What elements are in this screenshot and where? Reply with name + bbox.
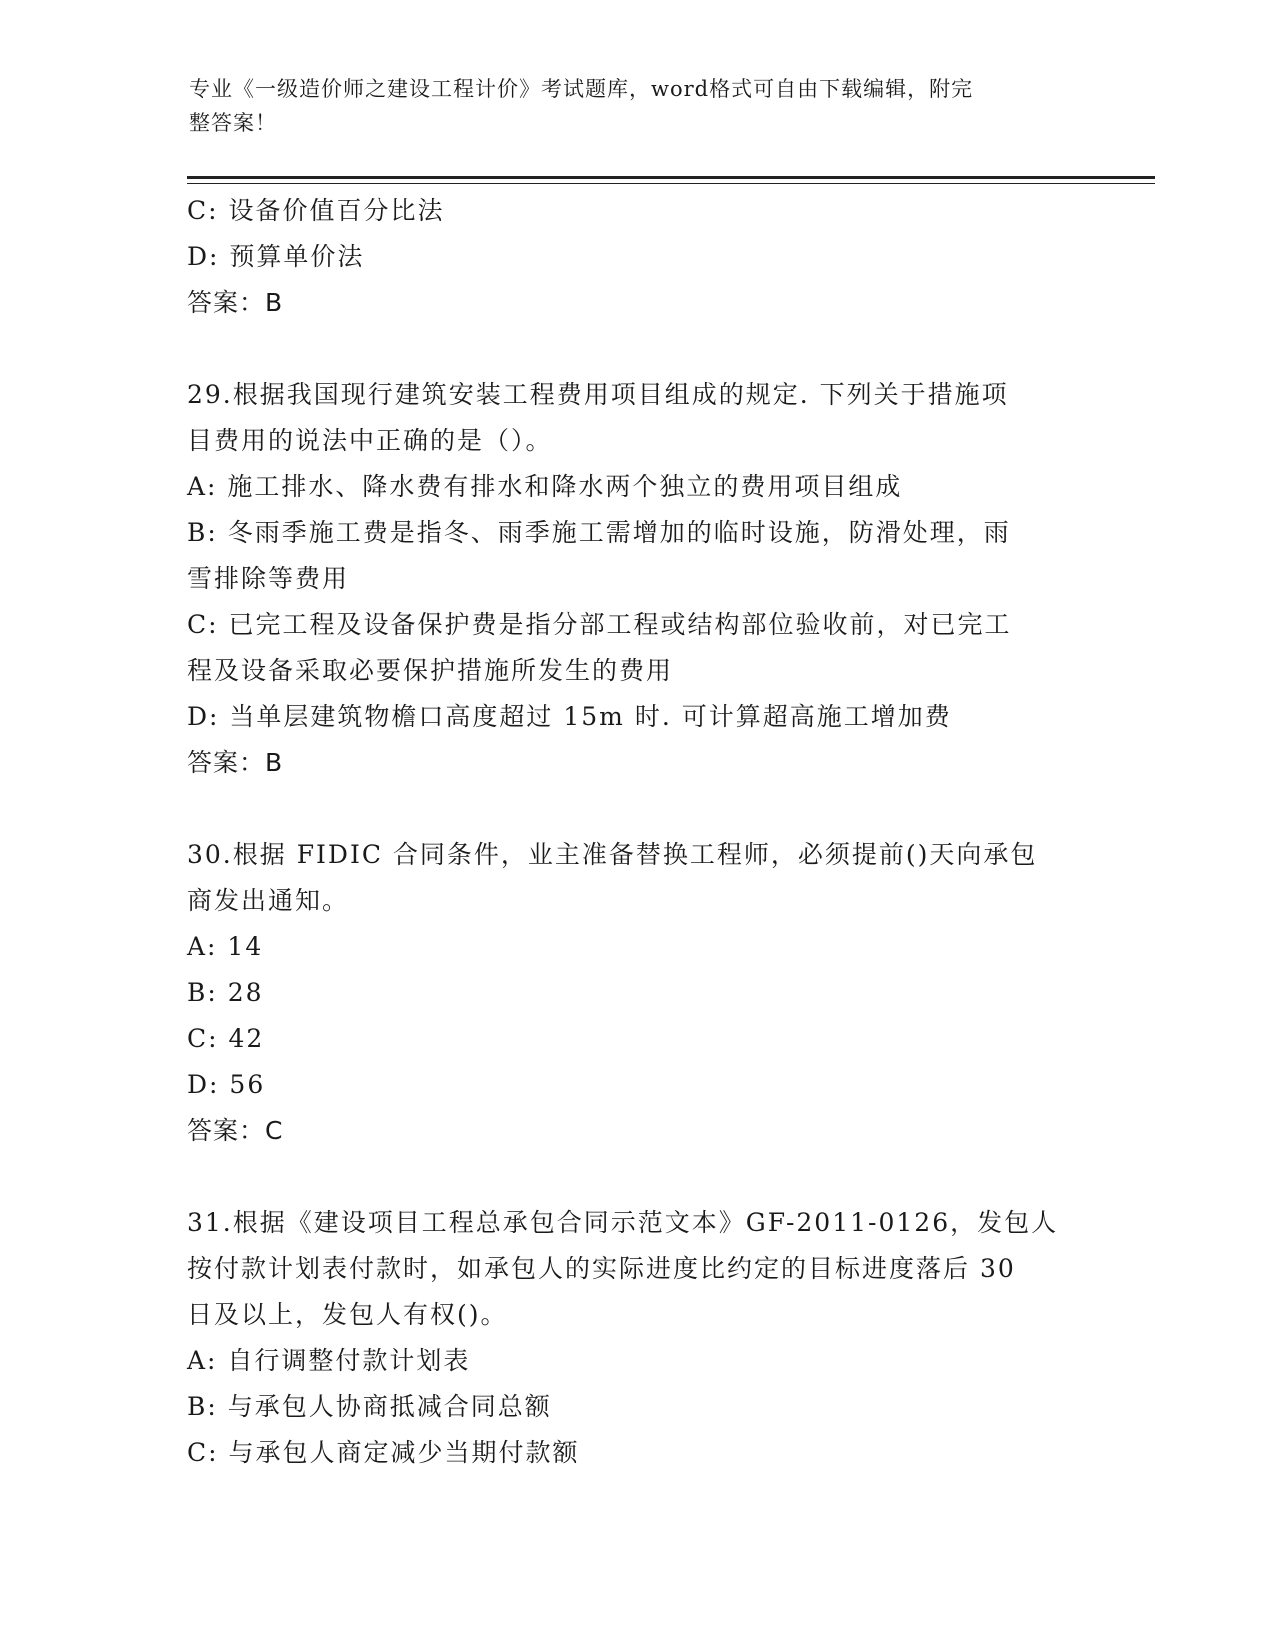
question-29-option-d: D: 当单层建筑物檐口高度超过 15m 时. 可计算超高施工增加费 [187,702,952,731]
question-29-option-b-line-2: 雪排除等费用 [187,564,350,593]
question-31 [187,1200,1087,1476]
question-31-stem-line-1: 31.根据《建设项目工程总承包合同示范文本》GF-2011-0126，发包人 [187,1208,1059,1237]
header-divider-thin [187,183,1155,184]
question-30-stem-line-1: 30.根据 FIDIC 合同条件，业主准备替换工程师，必须提前()天向承包 [187,840,1038,869]
question-28-answer: 答案：B [187,288,284,317]
question-31-stem-line-3: 日及以上，发包人有权()。 [187,1300,508,1329]
question-30-answer: 答案：C [187,1116,284,1145]
question-29-option-c-line-1: C: 已完工程及设备保护费是指分部工程或结构部位验收前，对已完工 [187,610,1012,639]
question-30 [187,832,1087,1154]
question-30-stem-line-2: 商发出通知。 [187,886,350,915]
question-content [187,188,1087,1476]
question-31-option-c: C: 与承包人商定减少当期付款额 [187,1438,580,1467]
header-line-1: 专业《一级造价师之建设工程计价》考试题库，word格式可自由下载编辑，附完 [189,77,974,101]
question-31-stem-line-2: 按付款计划表付款时，如承包人的实际进度比约定的目标进度落后 30 [187,1254,1016,1283]
question-29-answer: 答案：B [187,748,284,777]
document-header [189,72,1069,140]
question-29 [187,372,1087,786]
question-29-stem-line-1: 29.根据我国现行建筑安装工程费用项目组成的规定. 下列关于措施项 [187,380,1009,409]
question-29-option-b-line-1: B: 冬雨季施工费是指冬、雨季施工需增加的临时设施，防滑处理，雨 [187,518,1011,547]
question-28-option-d: D: 预算单价法 [187,242,365,271]
question-30-option-c: C: 42 [187,1024,265,1053]
question-30-option-a: A: 14 [187,932,264,961]
question-29-option-c-line-2: 程及设备采取必要保护措施所发生的费用 [187,656,674,685]
question-31-option-a: A: 自行调整付款计划表 [187,1346,471,1375]
question-29-stem-line-2: 目费用的说法中正确的是（）。 [187,426,553,455]
question-31-option-b: B: 与承包人协商抵减合同总额 [187,1392,552,1421]
question-28-option-c: C: 设备价值百分比法 [187,196,445,225]
header-divider-thick [187,176,1155,179]
question-29-option-a: A: 施工排水、降水费有排水和降水两个独立的费用项目组成 [187,472,903,501]
question-30-option-d: D: 56 [187,1070,266,1099]
question-28 [187,188,1087,326]
header-line-2: 整答案！ [189,111,277,135]
question-30-option-b: B: 28 [187,978,264,1007]
